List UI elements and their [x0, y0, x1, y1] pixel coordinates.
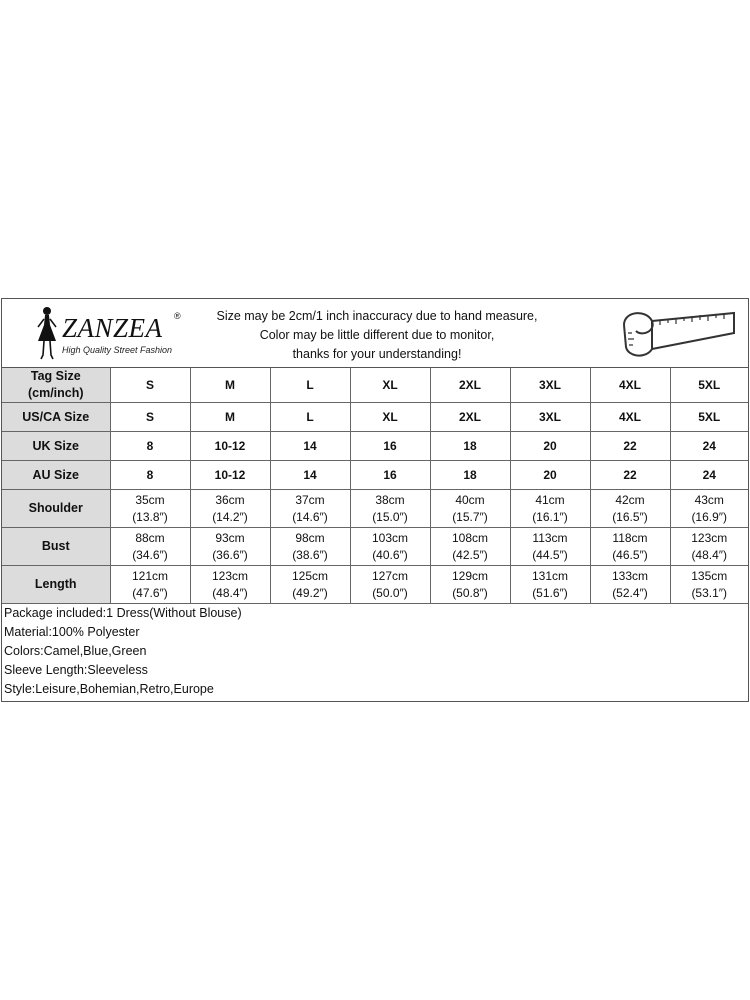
table-cell: 2XL	[430, 368, 510, 403]
row-label: Length	[2, 566, 110, 604]
table-cell: 16	[350, 461, 430, 490]
table-cell: 24	[670, 461, 748, 490]
table-cell: 103cm (40.6″)	[350, 528, 430, 566]
table-cell: 42cm (16.5″)	[590, 490, 670, 528]
table-row-shoulder	[2, 490, 748, 528]
table-cell: 14	[270, 432, 350, 461]
table-cell: 37cm (14.6″)	[270, 490, 350, 528]
table-row-bust	[2, 528, 748, 566]
registered-mark: ®	[174, 311, 181, 321]
table-cell: 20	[510, 461, 590, 490]
table-cell: 36cm (14.2″)	[190, 490, 270, 528]
size-chart	[1, 298, 749, 702]
row-label: UK Size	[2, 432, 110, 461]
table-cell: 8	[110, 432, 190, 461]
table-cell: 129cm (50.8″)	[430, 566, 510, 604]
table-row-length	[2, 566, 748, 604]
table-cell: 8	[110, 461, 190, 490]
table-cell: 38cm (15.0″)	[350, 490, 430, 528]
table-cell: 135cm (53.1″)	[670, 566, 748, 604]
table-cell: 127cm (50.0″)	[350, 566, 430, 604]
table-row-us-size	[2, 403, 748, 432]
table-cell: 24	[670, 432, 748, 461]
table-cell: 14	[270, 461, 350, 490]
table-cell: L	[270, 403, 350, 432]
detail-material: Material:100% Polyester	[4, 625, 140, 639]
table-row-uk-size	[2, 432, 748, 461]
row-label: Bust	[2, 528, 110, 566]
chart-header	[2, 299, 748, 368]
table-cell: XL	[350, 403, 430, 432]
table-cell: 125cm (49.2″)	[270, 566, 350, 604]
table-cell: 22	[590, 432, 670, 461]
dress-silhouette-icon	[32, 305, 62, 363]
brand-tagline: High Quality Street Fashion	[62, 345, 173, 355]
table-cell: S	[110, 368, 190, 403]
table-cell: 18	[430, 461, 510, 490]
row-label: US/CA Size	[2, 403, 110, 432]
notice-line-3: thanks for your understanding!	[292, 347, 462, 361]
table-cell: M	[190, 368, 270, 403]
table-row-au-size	[2, 461, 748, 490]
table-cell: 113cm (44.5″)	[510, 528, 590, 566]
table-cell: 133cm (52.4″)	[590, 566, 670, 604]
brand-logo	[32, 305, 192, 363]
table-cell: 3XL	[510, 368, 590, 403]
table-cell: 108cm (42.5″)	[430, 528, 510, 566]
table-cell: 2XL	[430, 403, 510, 432]
table-cell: 43cm (16.9″)	[670, 490, 748, 528]
table-cell: L	[270, 368, 350, 403]
table-cell: XL	[350, 368, 430, 403]
table-cell: 35cm (13.8″)	[110, 490, 190, 528]
table-cell: 10-12	[190, 432, 270, 461]
notice-line-1: Size may be 2cm/1 inch inaccuracy due to hand measure,	[216, 309, 538, 323]
detail-package: Package included:1 Dress(Without Blouse)	[4, 606, 242, 620]
table-cell: 40cm (15.7″)	[430, 490, 510, 528]
measurement-notice	[192, 307, 562, 364]
table-cell: 123cm (48.4″)	[190, 566, 270, 604]
table-cell: 88cm (34.6″)	[110, 528, 190, 566]
table-cell: 118cm (46.5″)	[590, 528, 670, 566]
detail-colors: Colors:Camel,Blue,Green	[4, 644, 147, 658]
table-row-tag-size	[2, 368, 748, 403]
table-cell: 5XL	[670, 368, 748, 403]
table-cell: 3XL	[510, 403, 590, 432]
table-cell: 98cm (38.6″)	[270, 528, 350, 566]
table-cell: 22	[590, 461, 670, 490]
table-cell: 16	[350, 432, 430, 461]
detail-sleeve: Sleeve Length:Sleeveless	[4, 663, 148, 677]
table-cell: 123cm (48.4″)	[670, 528, 748, 566]
row-label: Tag Size (cm/inch)	[2, 368, 110, 403]
table-cell: 93cm (36.6″)	[190, 528, 270, 566]
detail-style: Style:Leisure,Bohemian,Retro,Europe	[4, 682, 214, 696]
table-cell: 4XL	[590, 368, 670, 403]
table-cell: S	[110, 403, 190, 432]
measuring-tape-icon	[616, 303, 738, 363]
row-label: Shoulder	[2, 490, 110, 528]
table-cell: M	[190, 403, 270, 432]
table-cell: 5XL	[670, 403, 748, 432]
product-details	[4, 604, 242, 699]
row-label: AU Size	[2, 461, 110, 490]
size-table	[2, 368, 748, 604]
table-cell: 18	[430, 432, 510, 461]
table-cell: 20	[510, 432, 590, 461]
notice-line-2: Color may be little different due to monitor,	[259, 328, 495, 342]
brand-name: ZANZEA	[62, 313, 163, 343]
table-cell: 10-12	[190, 461, 270, 490]
table-cell: 131cm (51.6″)	[510, 566, 590, 604]
table-cell: 121cm (47.6″)	[110, 566, 190, 604]
table-cell: 41cm (16.1″)	[510, 490, 590, 528]
table-cell: 4XL	[590, 403, 670, 432]
